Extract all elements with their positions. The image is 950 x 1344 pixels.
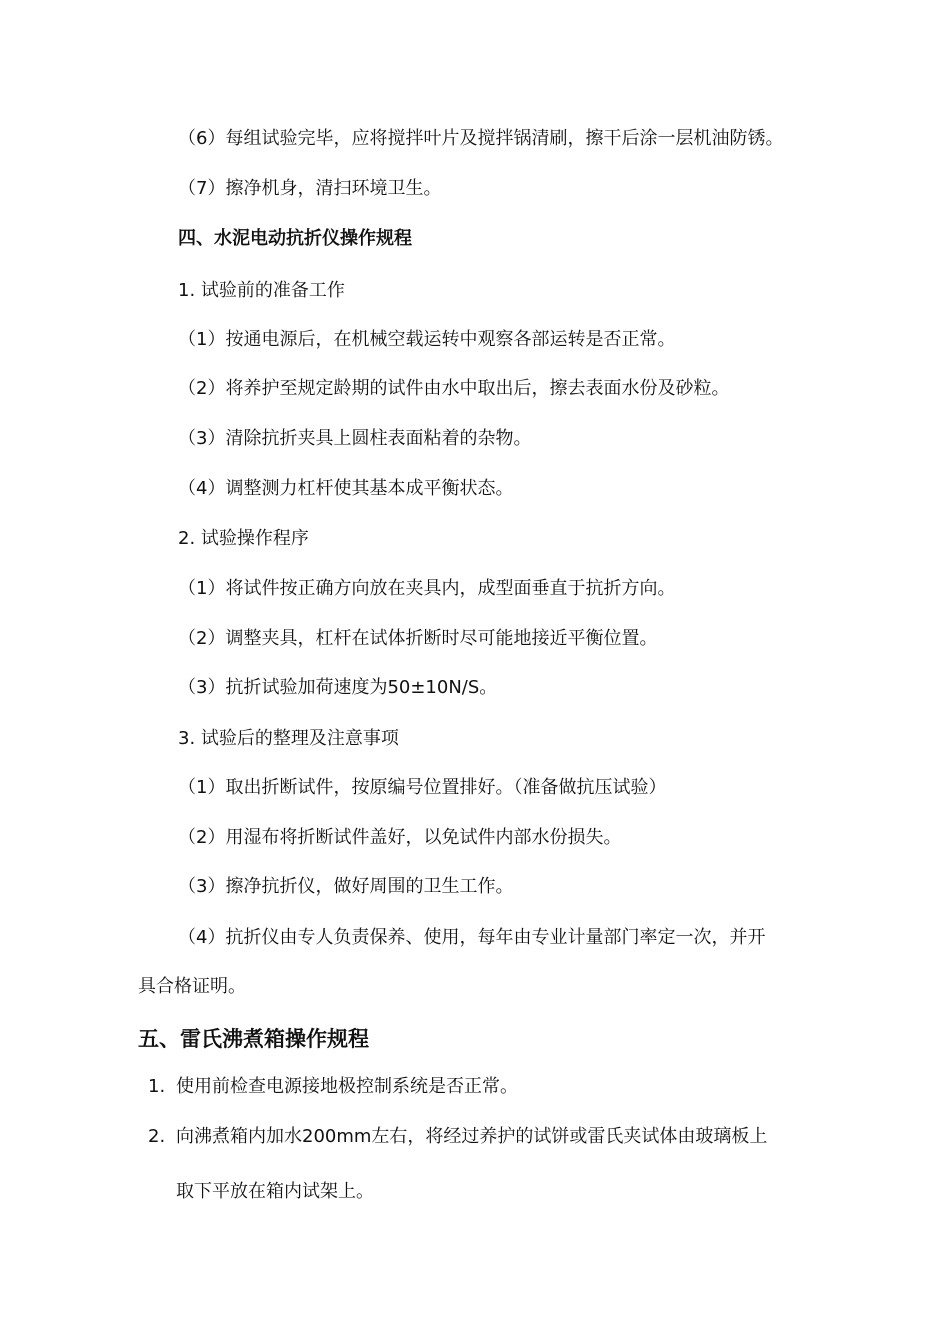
prep-item-1: （1）按通电源后，在机械空载运转中观察各部运转是否正常。 — [178, 329, 676, 350]
boiler-item-1-number: 1. — [148, 1076, 166, 1097]
after-item-1: （1）取出折断试件，按原编号位置排好。（准备做抗压试验） — [178, 777, 667, 798]
after-item-3: （3）擦净抗折仪，做好周围的卫生工作。 — [178, 876, 514, 897]
boiler-item-1-text: 使用前检查电源接地极控制系统是否正常。 — [176, 1076, 518, 1097]
subheading-preparation: 1. 试验前的准备工作 — [178, 280, 345, 301]
prep-item-2: （2）将养护至规定龄期的试件由水中取出后，擦去表面水份及砂粒。 — [178, 378, 730, 399]
prep-item-4: （4）调整测力杠杆使其基本成平衡状态。 — [178, 478, 514, 499]
procedure-item-1: （1）将试件按正确方向放在夹具内，成型面垂直于抗折方向。 — [178, 578, 676, 599]
boiler-item-2-number: 2. — [148, 1126, 166, 1147]
subheading-procedure: 2. 试验操作程序 — [178, 528, 309, 549]
subheading-after-test: 3. 试验后的整理及注意事项 — [178, 728, 399, 749]
paragraph-item-7: （7）擦净机身，清扫环境卫生。 — [178, 178, 442, 199]
procedure-item-2: （2）调整夹具，杠杆在试体折断时尽可能地接近平衡位置。 — [178, 628, 658, 649]
boiler-item-2-text: 向沸煮箱内加水200mm左右，将经过养护的试饼或雷氏夹试体由玻璃板上 — [176, 1126, 768, 1147]
procedure-item-3: （3）抗折试验加荷速度为50±10N/S。 — [178, 677, 498, 698]
prep-item-3: （3）清除抗折夹具上圆柱表面粘着的杂物。 — [178, 428, 532, 449]
boiler-item-2-continuation: 取下平放在箱内试架上。 — [176, 1181, 374, 1202]
after-item-4: （4）抗折仪由专人负责保养、使用，每年由专业计量部门率定一次，并开 — [178, 927, 766, 948]
section-5-title: 五、雷氏沸煮箱操作规程 — [138, 1027, 369, 1051]
paragraph-item-6: （6）每组试验完毕，应将搅拌叶片及搅拌锅清刷，擦干后涂一层机油防锈。 — [178, 128, 784, 149]
section-4-title: 四、水泥电动抗折仪操作规程 — [178, 228, 412, 249]
after-item-4-continuation: 具合格证明。 — [138, 976, 246, 997]
after-item-2: （2）用湿布将折断试件盖好，以免试件内部水份损失。 — [178, 827, 622, 848]
